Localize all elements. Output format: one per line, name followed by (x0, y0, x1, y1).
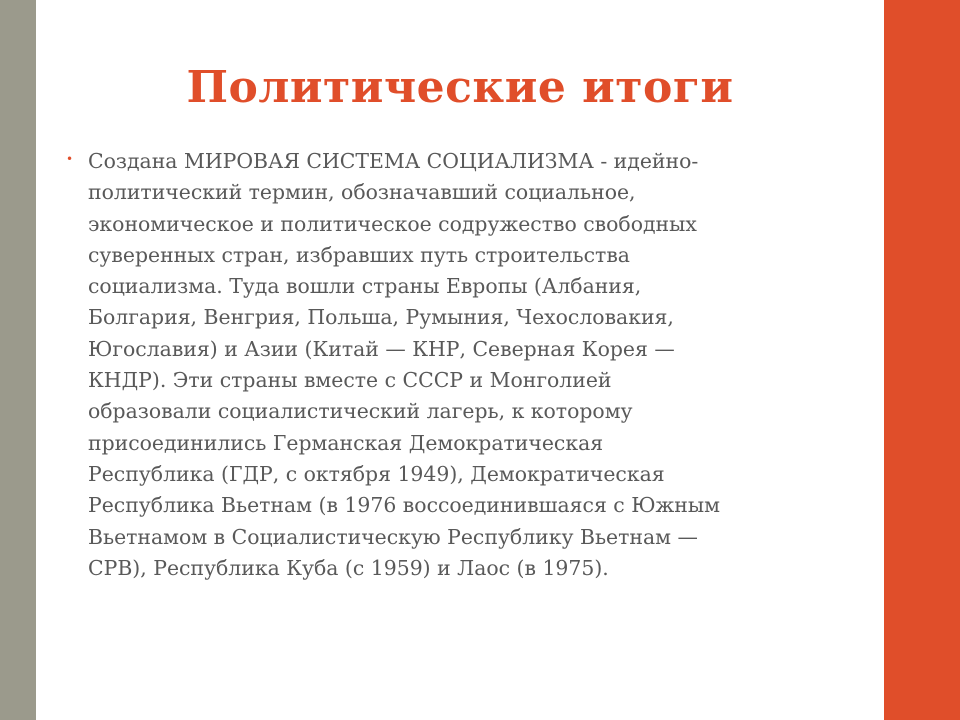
right-accent-bar (884, 0, 960, 720)
bullet-dot-icon: • (66, 152, 74, 166)
bullet-item (66, 146, 846, 584)
bullet-text: Создана МИРОВАЯ СИСТЕМА СОЦИАЛИЗМА - идейно- политический термин, обозначавший социальное, экономическое и политическое содружество свободных суверенных стран, избравших путь строительства социализма. Туда вошли страны Европы (Албания, Болгария, Венгрия, Польша, Румыния, Чехословакия, Югославия) и Азии (Китай — КНР, Северная Корея — КНДР). Эти страны вместе с СССР и Монголией образовали социалистический лагерь, к которому присоединились Германская Демократическая Республика (ГДР, с октября 1949), Демократическая Республика Вьетнам (в 1976 воссоединившаяся с Южным Вьетнамом в Социалистическую Республику Вьетнам — СРВ), Республика Куба (с 1959) и Лаос (в 1975). (88, 149, 720, 580)
slide-title: Политические итоги (186, 62, 734, 113)
slide-content (66, 146, 846, 584)
left-decorative-bar (0, 0, 36, 720)
